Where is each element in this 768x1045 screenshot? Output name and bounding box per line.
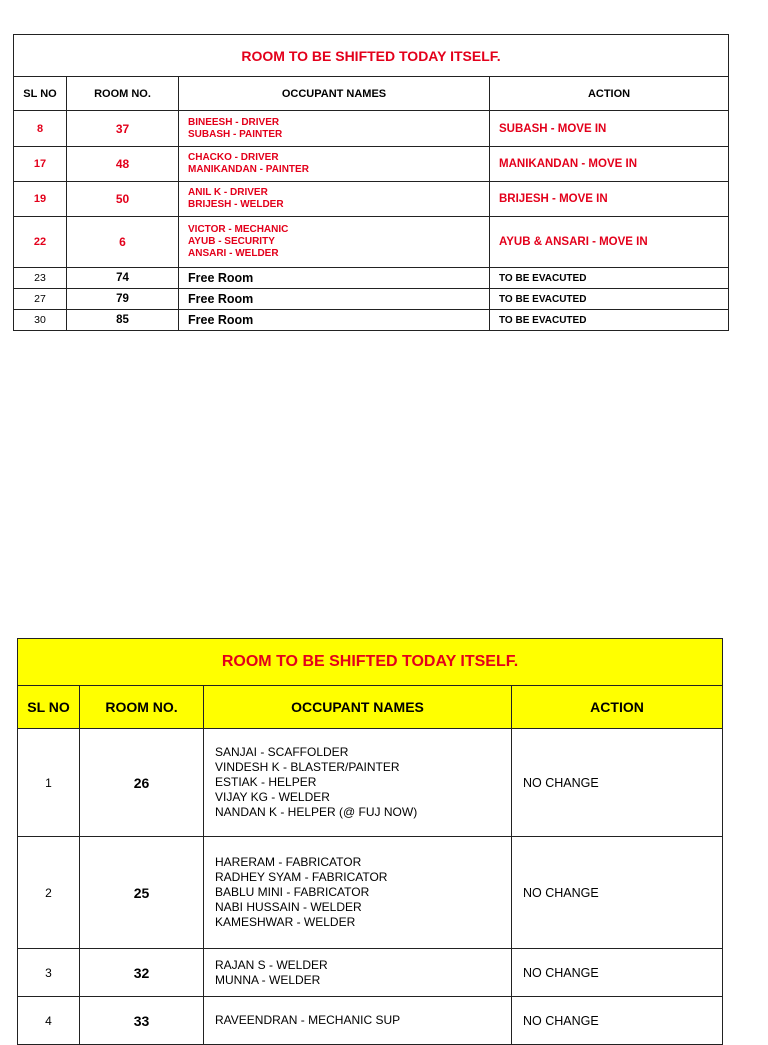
- action: TO BE EVACUTED: [490, 289, 729, 310]
- header-action: ACTION: [490, 77, 729, 111]
- room-no: 79: [67, 289, 179, 310]
- occupant-name: VICTOR - MECHANIC: [188, 224, 289, 235]
- occupant-name: NANDAN K - HELPER (@ FUJ NOW): [215, 805, 418, 819]
- occupant-name: BRIJESH - WELDER: [188, 199, 284, 210]
- occupant-names: Free Room: [179, 310, 490, 331]
- header-occupant-names: OCCUPANT NAMES: [204, 686, 512, 729]
- sl-no: 1: [18, 729, 80, 837]
- occupant-name: CHACKO - DRIVER: [188, 152, 279, 163]
- room-no: 74: [67, 268, 179, 289]
- occupant-name: ESTIAK - HELPER: [215, 775, 317, 789]
- table-row: [18, 837, 723, 949]
- table-row: [14, 310, 729, 331]
- occupant-names: [179, 182, 490, 217]
- occupant-name: AYUB - SECURITY: [188, 236, 275, 247]
- table-row: [18, 949, 723, 997]
- table-row: [18, 729, 723, 837]
- occupant-name: RAJAN S - WELDER: [215, 957, 328, 972]
- action: BRIJESH - MOVE IN: [490, 182, 729, 217]
- room-no: 6: [67, 217, 179, 268]
- sl-no: 4: [18, 997, 80, 1045]
- sl-no: 22: [14, 217, 67, 268]
- action: NO CHANGE: [512, 729, 723, 837]
- action: AYUB & ANSARI - MOVE IN: [490, 217, 729, 268]
- occupant-name: HARERAM - FABRICATOR: [215, 855, 362, 869]
- table-title: ROOM TO BE SHIFTED TODAY ITSELF.: [14, 35, 729, 77]
- room-no: 32: [80, 949, 204, 997]
- table-row: [18, 997, 723, 1045]
- header-room-no: ROOM NO.: [67, 77, 179, 111]
- occupant-names: Free Room: [179, 268, 490, 289]
- occupant-names: [204, 997, 512, 1045]
- occupant-name: ANSARI - WELDER: [188, 248, 279, 259]
- room-no: 37: [67, 111, 179, 147]
- occupant-name: BINEESH - DRIVER: [188, 116, 280, 128]
- sl-no: 3: [18, 949, 80, 997]
- header-occupant-names: OCCUPANT NAMES: [179, 77, 490, 111]
- occupant-names: [204, 949, 512, 997]
- sl-no: 27: [14, 289, 67, 310]
- table-row: [14, 217, 729, 268]
- room-shift-table-1: [13, 34, 729, 331]
- table-title: ROOM TO BE SHIFTED TODAY ITSELF.: [18, 639, 723, 686]
- occupant-name: RADHEY SYAM - FABRICATOR: [215, 870, 388, 884]
- occupant-names: Free Room: [179, 289, 490, 310]
- occupant-names: [179, 111, 490, 147]
- action: TO BE EVACUTED: [490, 268, 729, 289]
- occupant-name: RAVEENDRAN - MECHANIC SUP: [215, 1013, 401, 1027]
- sl-no: 19: [14, 182, 67, 217]
- action: SUBASH - MOVE IN: [490, 111, 729, 147]
- occupant-name: MUNNA - WELDER: [215, 972, 321, 987]
- action: NO CHANGE: [512, 949, 723, 997]
- header-sl-no: SL NO: [14, 77, 67, 111]
- table-row: [14, 182, 729, 217]
- action: NO CHANGE: [512, 837, 723, 949]
- occupant-names: [204, 729, 512, 837]
- header-room-no: ROOM NO.: [80, 686, 204, 729]
- occupant-name: MANIKANDAN - PAINTER: [188, 164, 309, 175]
- sl-no: 8: [14, 111, 67, 147]
- action: NO CHANGE: [512, 997, 723, 1045]
- action: MANIKANDAN - MOVE IN: [490, 147, 729, 182]
- sl-no: 2: [18, 837, 80, 949]
- sl-no: 30: [14, 310, 67, 331]
- sl-no: 23: [14, 268, 67, 289]
- table-row: [14, 147, 729, 182]
- room-no: 26: [80, 729, 204, 837]
- room-no: 50: [67, 182, 179, 217]
- occupant-name: KAMESHWAR - WELDER: [215, 915, 356, 929]
- header-action: ACTION: [512, 686, 723, 729]
- occupant-names: [204, 837, 512, 949]
- occupant-name: NABI HUSSAIN - WELDER: [215, 900, 362, 914]
- table-row: [14, 289, 729, 310]
- table-row: [14, 268, 729, 289]
- occupant-name: VIJAY KG - WELDER: [215, 790, 330, 804]
- occupant-name: ANIL K - DRIVER: [188, 187, 268, 198]
- room-no: 33: [80, 997, 204, 1045]
- room-no: 48: [67, 147, 179, 182]
- occupant-name: VINDESH K - BLASTER/PAINTER: [215, 760, 400, 774]
- action: TO BE EVACUTED: [490, 310, 729, 331]
- occupant-name: SUBASH - PAINTER: [188, 128, 283, 140]
- table-row: [14, 111, 729, 147]
- header-sl-no: SL NO: [18, 686, 80, 729]
- room-shift-table-2: [17, 638, 723, 1045]
- occupant-name: SANJAI - SCAFFOLDER: [215, 745, 349, 759]
- sl-no: 17: [14, 147, 67, 182]
- occupant-names: [179, 147, 490, 182]
- room-no: 85: [67, 310, 179, 331]
- occupant-name: BABLU MINI - FABRICATOR: [215, 885, 370, 899]
- room-no: 25: [80, 837, 204, 949]
- occupant-names: [179, 217, 490, 268]
